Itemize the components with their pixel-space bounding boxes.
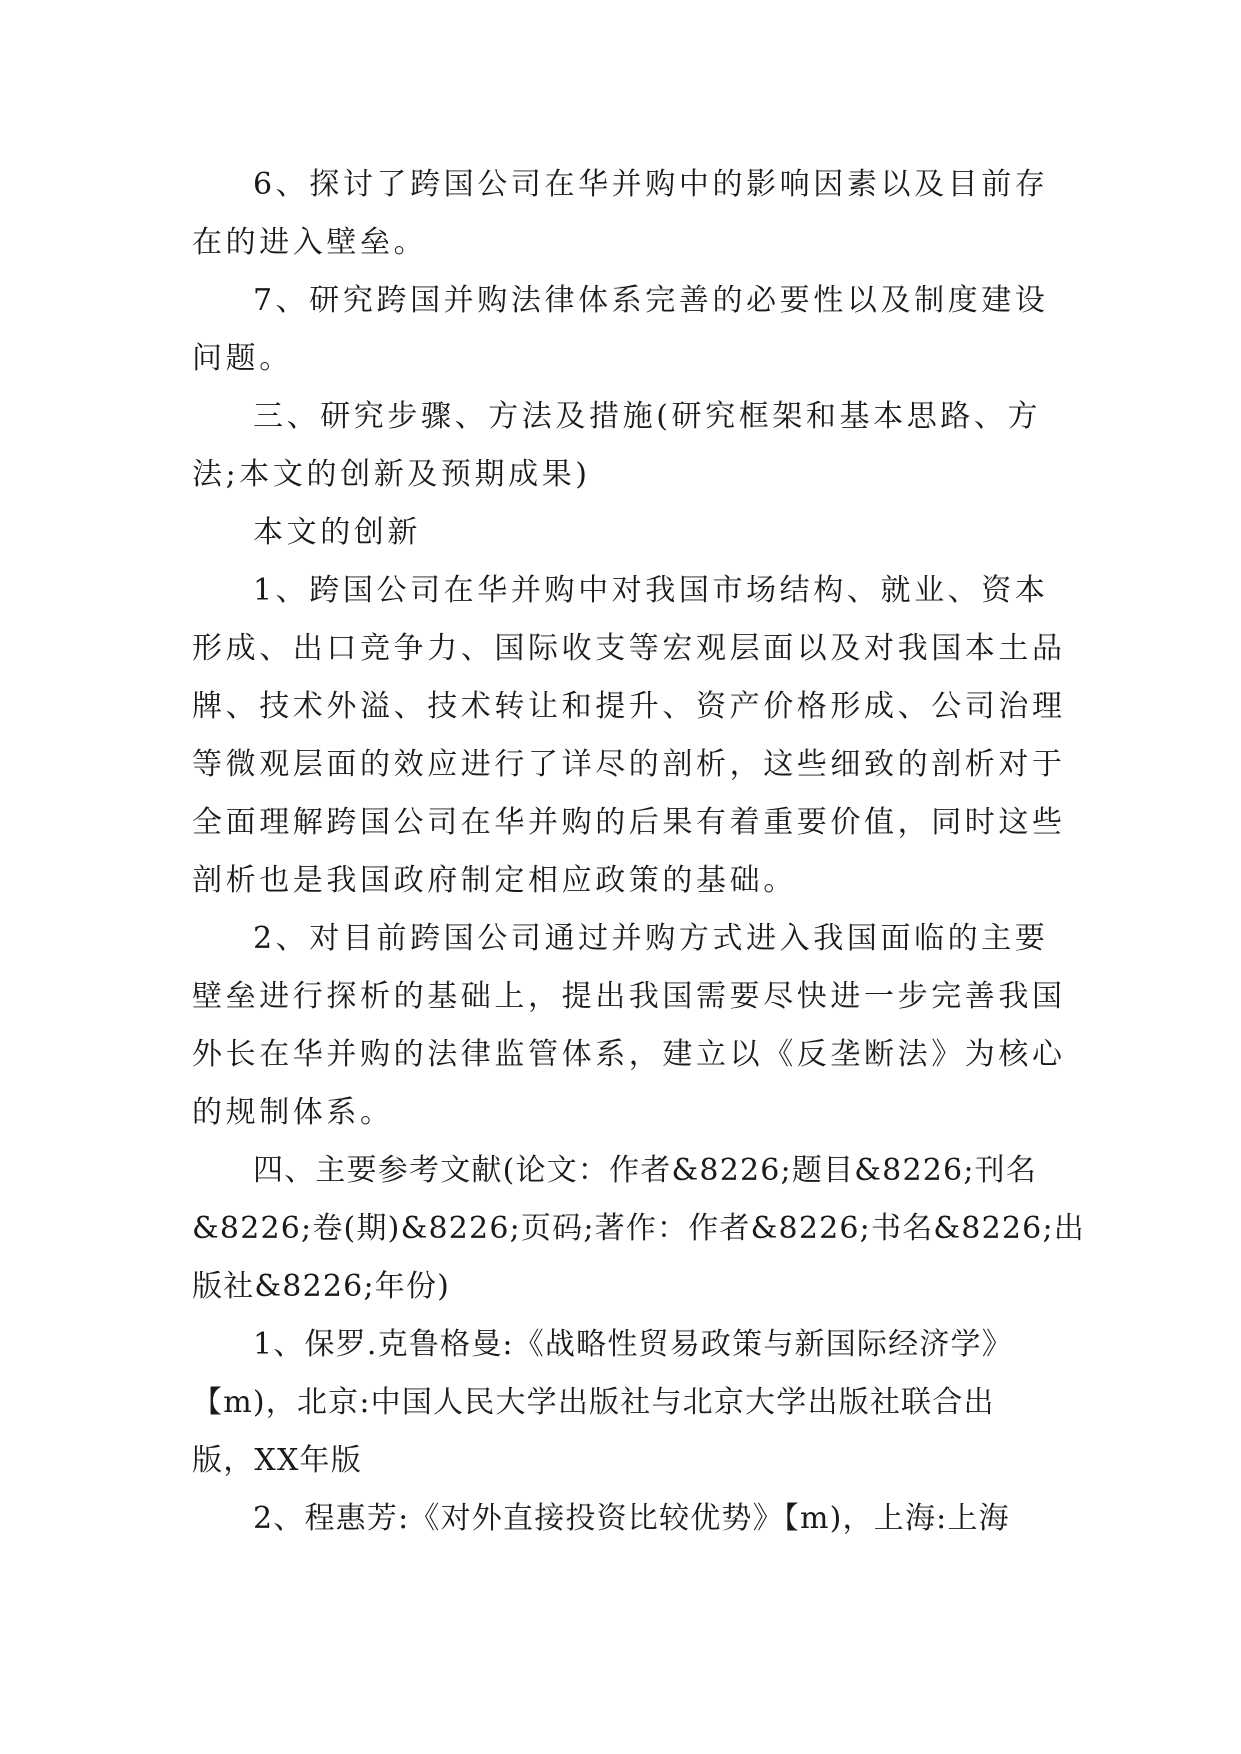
innovation-2-line-4: 的规制体系。 [192,1095,394,1130]
reference-1-line-1: 1、保罗.克鲁格曼:《战略性贸易政策与新国际经济学》 [253,1327,1013,1362]
innovation-heading: 本文的创新 [253,515,421,550]
reference-1-line-2: 【m)，北京:中国人民大学出版社与北京大学出版社联合出 [192,1385,995,1420]
section-3-heading-line-1: 三、研究步骤、方法及措施(研究框架和基本思路、方 [253,399,1042,434]
section-4-heading-line-3: 版社&8226;年份) [192,1269,451,1304]
innovation-2-line-2: 壁垒进行探析的基础上，提出我国需要尽快进一步完善我国 [192,979,1066,1014]
reference-2-line-1: 2、程惠芳:《对外直接投资比较优势》【m)，上海:上海 [253,1501,1010,1536]
innovation-1-line-1: 1、跨国公司在华并购中对我国市场结构、就业、资本 [253,573,1049,608]
innovation-1-line-2: 形成、出口竞争力、国际收支等宏观层面以及对我国本土品 [192,631,1066,666]
innovation-1-line-3: 牌、技术外溢、技术转让和提升、资产价格形成、公司治理 [192,689,1066,724]
section-4-heading-line-2: &8226;卷(期)&8226;页码;著作：作者&8226;书名&8226;出 [192,1211,1085,1246]
item-6-line-2: 在的进入壁垒。 [192,225,428,260]
item-7-line-2: 问题。 [192,341,293,376]
item-7-line-1: 7、研究跨国并购法律体系完善的必要性以及制度建设 [253,283,1049,318]
innovation-2-line-1: 2、对目前跨国公司通过并购方式进入我国面临的主要 [253,921,1049,956]
innovation-1-line-4: 等微观层面的效应进行了详尽的剖析，这些细致的剖析对于 [192,747,1066,782]
innovation-2-line-3: 外长在华并购的法律监管体系，建立以《反垄断法》为核心 [192,1037,1066,1072]
innovation-1-line-6: 剖析也是我国政府制定相应政策的基础。 [192,863,797,898]
section-3-heading-line-2: 法;本文的创新及预期成果) [192,457,591,492]
section-4-heading-line-1: 四、主要参考文献(论文：作者&8226;题目&8226;刊名 [253,1153,1038,1188]
innovation-1-line-5: 全面理解跨国公司在华并购的后果有着重要价值，同时这些 [192,805,1066,840]
reference-1-line-3: 版，XX年版 [192,1443,362,1478]
item-6-line-1: 6、探讨了跨国公司在华并购中的影响因素以及目前存 [253,167,1049,202]
